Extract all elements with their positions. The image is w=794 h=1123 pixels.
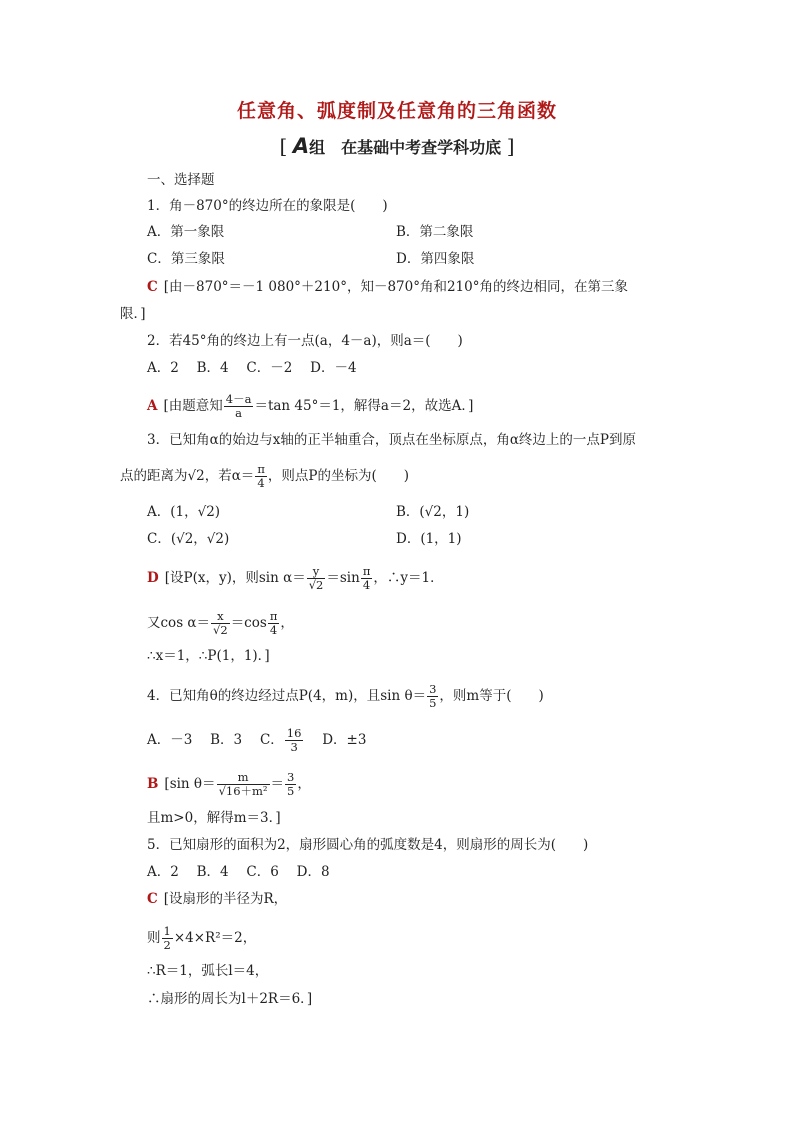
q1-option-a: A．第一象限: [147, 224, 225, 240]
q3-sol-frac4: [268, 610, 280, 637]
q5-sol-1: [设扇形的半径为R，: [163, 891, 288, 907]
q3-sol-frac4-num: π: [269, 609, 278, 623]
q1-option-d: D．第四象限: [396, 251, 475, 267]
q4-answer: B: [147, 776, 159, 792]
q3-sol-frac3-num: x: [211, 610, 230, 624]
q3-answer: D: [147, 570, 159, 586]
subtitle-open-bracket: [: [279, 134, 288, 158]
q4-sol-1c: ，: [297, 776, 311, 792]
q4-solution-line1: [147, 771, 311, 798]
q3-solution-line1: [147, 565, 444, 592]
section-heading: 一、选择题: [147, 172, 215, 188]
q4-sol-frac2-num: 3: [287, 770, 295, 784]
q3-sol-2c: ，: [280, 615, 294, 631]
q3-sol-frac3: [211, 610, 230, 637]
q4-sol-frac2-den: 5: [287, 784, 295, 798]
q4-stem-frac-den: 5: [429, 696, 437, 710]
q3-option-c: C．(√2，√2): [147, 531, 230, 547]
q3-sol-frac4-den: 4: [269, 623, 278, 637]
q5-sol-2a: 则: [147, 930, 161, 946]
q4-sol-frac1-den: √16＋m²: [218, 784, 268, 798]
q4-stem-a: 4．已知角θ的终边经过点P(4，m)，且sin θ＝: [147, 688, 427, 704]
q3-sol-frac3-den: √2: [213, 623, 228, 637]
q1-option-b: B．第二象限: [396, 224, 474, 240]
q3-stem-fraction: [255, 463, 267, 490]
q4-opt-c-num: 16: [286, 726, 302, 740]
q3-option-d: D．(1，1): [396, 531, 462, 547]
q1-answer: C: [147, 279, 158, 295]
q3-sol-1b: ＝sin: [326, 570, 360, 586]
q5-sol-fraction: [162, 925, 173, 952]
q5-options: A．2 B．4 C．6 D．8: [147, 864, 330, 880]
q3-option-b: B．(√2，1): [396, 504, 470, 520]
group-label: A: [292, 134, 310, 158]
q3-sol-frac2-den: 4: [362, 578, 371, 592]
q3-sol-frac1-num: y: [307, 565, 326, 579]
q3-sol-2a: 又cos α＝: [147, 615, 211, 631]
q2-solution-pre: [由题意知: [163, 398, 223, 414]
q3-sol-frac1-den: √2: [308, 578, 324, 592]
q3-sol-frac2-num: π: [362, 564, 371, 578]
q1-solution-cont: 限．]: [120, 306, 146, 322]
group-suffix: 组 在基础中考查学科功底: [309, 138, 502, 157]
q2-stem: 2．若45°角的终边上有一点(a，4－a)，则a＝( ): [147, 333, 463, 349]
q1-solution: [147, 277, 628, 297]
q5-sol-2b: ×4×R²＝2，: [173, 930, 257, 946]
subtitle-close-bracket: ]: [506, 134, 515, 158]
q1-solution-text: [由－870°＝－1 080°＋210°，知－870°角和210°角的终边相同，在第三象: [163, 279, 628, 295]
q4-solution-line2: 且m>0，解得m＝3．]: [147, 810, 281, 826]
q4-sol-1a: [sin θ＝: [164, 776, 216, 792]
q3-option-a: A．(1，√2): [147, 504, 221, 520]
q3-solution-line2: [147, 610, 294, 637]
q2-answer: A: [147, 398, 158, 414]
q1-stem: 1．角－870°的终边所在的象限是( ): [147, 198, 388, 214]
q5-solution-line4: ∴扇形的周长为l＋2R＝6．]: [147, 991, 313, 1007]
q2-frac-den: a: [235, 406, 243, 420]
q4-stem-frac-num: 3: [429, 682, 437, 696]
q3-stem-frac-den: 4: [257, 476, 265, 490]
q3-stem-line2: [120, 463, 409, 490]
q5-sol-frac-num: 1: [163, 924, 171, 938]
q4-stem-fraction: [427, 683, 438, 710]
q4-option-c: C．: [259, 732, 284, 748]
q5-stem: 5．已知扇形的面积为2，扇形圆心角的弧度数是4，则扇形的周长为( ): [147, 837, 589, 853]
page-title: 任意角、弧度制及任意角的三角函数: [236, 100, 557, 122]
q3-stem-2a: 点的距离为√2，若α＝: [120, 468, 255, 484]
q4-stem-b: ，则m等于( ): [439, 688, 544, 704]
q4-sol-frac1-num: m: [217, 771, 270, 785]
q3-stem-frac-num: π: [257, 462, 265, 476]
section-subtitle: [0, 134, 794, 158]
q2-frac-num: 4－a: [225, 392, 252, 406]
q4-sol-frac1: [217, 771, 270, 798]
q5-solution-line1: [147, 889, 287, 909]
q5-sol-frac-den: 2: [163, 938, 171, 952]
q4-option-a: A．－3: [147, 732, 193, 748]
q3-stem-2b: ，则点P的坐标为( ): [267, 468, 409, 484]
q4-option-d: D．±3: [322, 732, 367, 748]
q5-solution-line2: [147, 925, 256, 952]
q4-options: [147, 727, 366, 754]
q2-solution-post: ＝tan 45°＝1，解得a＝2，故选A．]: [254, 398, 474, 414]
q3-sol-frac1: [307, 565, 326, 592]
q5-answer: C: [147, 891, 158, 907]
q4-sol-1b: ＝: [270, 776, 285, 792]
q2-solution: [147, 393, 473, 420]
q5-solution-line3: ∴R＝1，弧长l＝4，: [147, 963, 269, 979]
q4-stem: [147, 683, 544, 710]
q2-options: A．2 B．4 C．－2 D．－4: [147, 360, 357, 376]
q3-sol-2b: ＝cos: [230, 615, 267, 631]
q4-option-c-fraction: [285, 727, 304, 754]
q3-sol-frac2: [361, 565, 373, 592]
q4-opt-c-den: 3: [290, 740, 298, 754]
q2-fraction: [224, 393, 254, 420]
q3-stem-line1: 3．已知角α的始边与x轴的正半轴重合，顶点在坐标原点，角α终边上的一点P到原: [147, 432, 637, 448]
q4-sol-frac2: [285, 771, 296, 798]
q3-solution-line3: ∴x＝1，∴P(1，1)．]: [147, 648, 270, 664]
q3-sol-1c: ，∴y＝1．: [373, 570, 444, 586]
q1-option-c: C．第三象限: [147, 251, 225, 267]
q3-sol-1a: [设P(x，y)，则sin α＝: [164, 570, 306, 586]
q4-option-b: B．3: [210, 732, 243, 748]
